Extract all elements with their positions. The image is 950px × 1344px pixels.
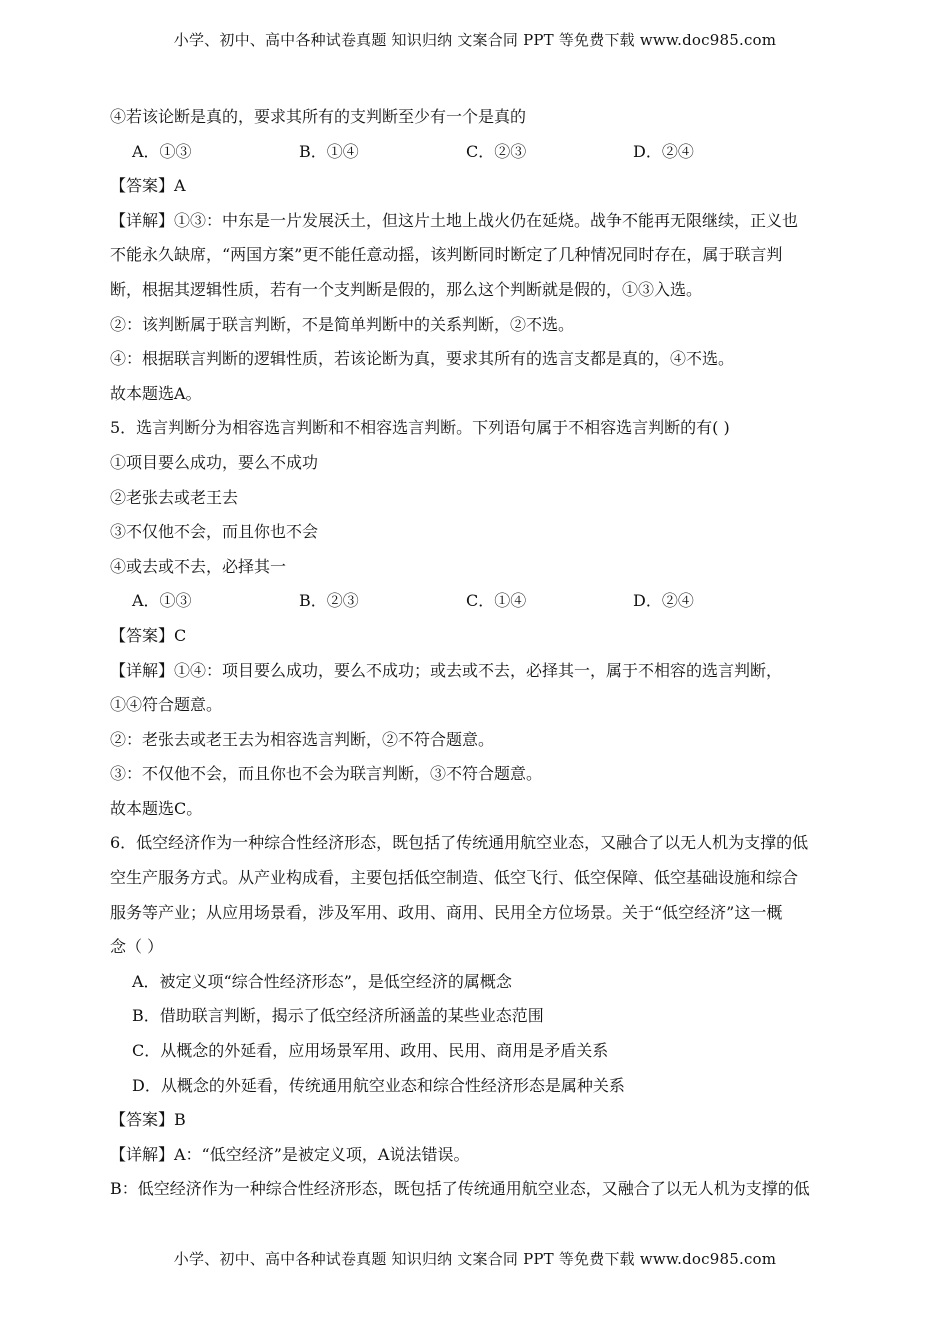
q5-option-c: C．①④ [466,591,527,611]
q4-statement-4: ④若该论断是真的，要求其所有的支判断至少有一个是真的 [110,107,527,126]
q5-detail-line: ③：不仅他不会，而且你也不会为联言判断，③不符合题意。 [110,764,543,784]
q4-options [110,135,845,170]
q5-answer: 【答案】C [110,625,187,645]
q6-option-c: C．从概念的外延看，应用场景军用、政用、民用、商用是矛盾关系 [132,1041,609,1061]
q4-option-d: D．②④ [633,141,694,161]
q6-answer: 【答案】B [110,1110,186,1130]
q6-stem-line: 服务等产业；从应用场景看，涉及军用、政用、商用、民用全方位场景。关于“低空经济”这一概 [110,902,783,922]
q4-detail-line: 【详解】①③：中东是一片发展沃土，但这片土地上战火仍在延烧。战争不能再无限继续，正义也 [110,210,799,230]
q4-option-c: C．②③ [466,141,527,161]
q6-stem-line: 空生产服务方式。从产业构成看，主要包括低空制造、低空飞行、低空保障、低空基础设施和综合 [110,868,799,888]
q5-statement-1: ①项目要么成功，要么不成功 [110,452,319,472]
q6-option-a: A．被定义项“综合性经济形态”，是低空经济的属概念 [132,971,512,991]
q4-option-b: B．①④ [299,141,359,161]
q5-option-d: D．②④ [633,591,694,611]
q6-detail-line: B：低空经济作为一种综合性经济形态，既包括了传统通用航空业态，又融合了以无人机为支撑的低 [110,1179,810,1199]
q4-option-a: A．①③ [132,141,192,161]
page-header: 小学、初中、高中各种试卷真题 知识归纳 文案合同 PPT 等免费下载 www.doc985.com [173,31,777,49]
q5-option-b: B．②③ [299,591,359,611]
q6-option-d: D．从概念的外延看，传统通用航空业态和综合性经济形态是属种关系 [132,1075,625,1095]
q5-detail-line: 【详解】①④：项目要么成功，要么不成功；或去或不去，必择其一，属于不相容的选言判断， [110,660,783,680]
q5-stem: 5．选言判断分为相容选言判断和不相容选言判断。下列语句属于不相容选言判断的有( ) [110,418,730,438]
page-footer: 小学、初中、高中各种试卷真题 知识归纳 文案合同 PPT 等免费下载 www.doc985.com [173,1250,777,1268]
q6-detail-line: 【详解】A：“低空经济”是被定义项，A说法错误。 [110,1144,470,1164]
q5-statement-4: ④或去或不去，必择其一 [110,556,287,576]
q5-statement-2: ②老张去或老王去 [110,487,239,507]
q4-detail-line: 不能永久缺席，“两国方案”更不能任意动摇，该判断同时断定了几种情况同时存在，属于联言判 [110,245,783,265]
q4-detail-line: 断，根据其逻辑性质，若有一个支判断是假的，那么这个判断就是假的，①③入选。 [110,279,703,299]
q4-answer: 【答案】A [110,176,186,196]
q4-conclusion: 故本题选A。 [110,383,202,403]
q6-stem-line: 念（ ） [110,937,164,957]
q5-options [110,584,845,619]
q5-detail-line: ②：老张去或老王去为相容选言判断，②不符合题意。 [110,729,495,749]
q4-detail-line: ②：该判断属于联言判断，不是简单判断中的关系判断，②不选。 [110,314,575,334]
q4-detail-line: ④：根据联言判断的逻辑性质，若该论断为真，要求其所有的选言支都是真的，④不选。 [110,349,735,369]
q5-conclusion: 故本题选C。 [110,798,203,818]
q6-option-b: B．借助联言判断，揭示了低空经济所涵盖的某些业态范围 [132,1006,544,1026]
q5-statement-3: ③不仅他不会，而且你也不会 [110,522,319,542]
document-body [110,100,845,1207]
q6-stem-line: 6．低空经济作为一种综合性经济形态，既包括了传统通用航空业态，又融合了以无人机为支撑的低 [110,833,809,853]
q5-option-a: A．①③ [132,591,192,611]
q5-detail-line: ①④符合题意。 [110,695,223,715]
